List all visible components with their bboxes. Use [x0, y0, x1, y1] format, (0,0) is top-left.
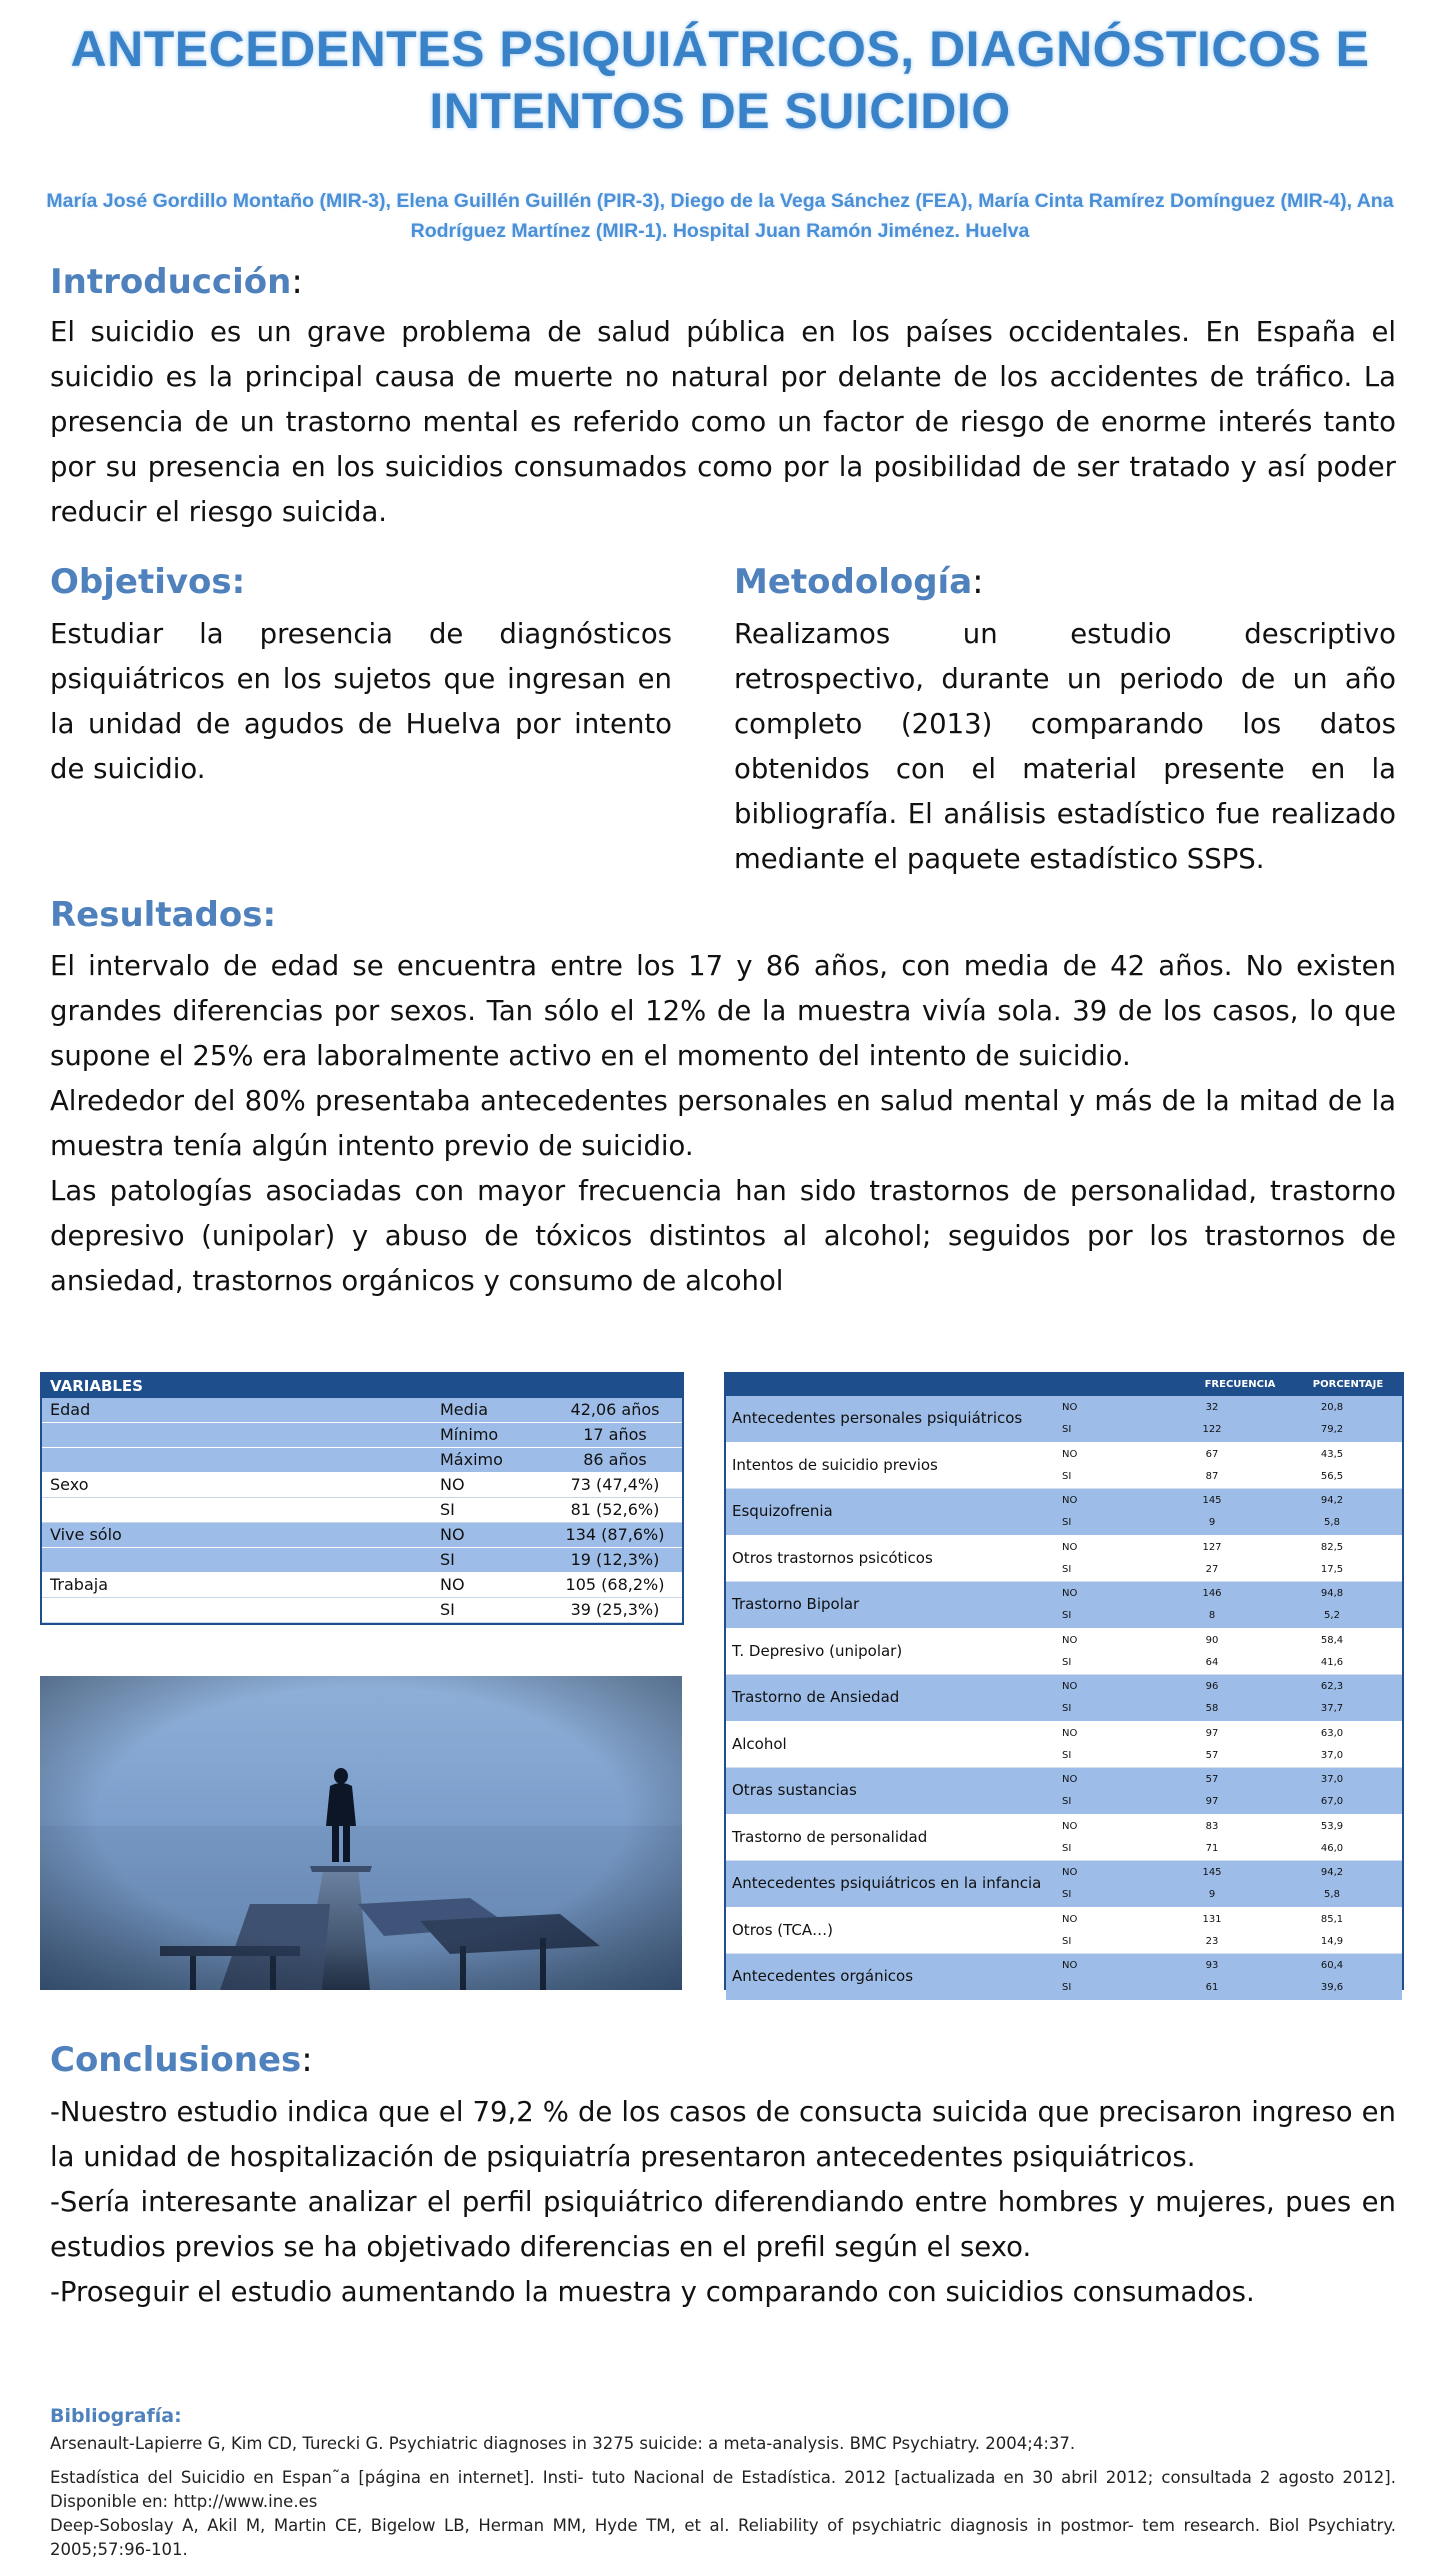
pier-figure-illustration — [40, 1676, 682, 1990]
percentage-value: 43,5 — [1320, 1448, 1344, 1460]
frequency-subrow — [1062, 1559, 1402, 1581]
variables-cell: SI — [440, 1550, 455, 1569]
variables-row — [42, 1548, 682, 1573]
frequency-row-label: Otras sustancias — [732, 1781, 857, 1799]
frequency-subrow — [1062, 1884, 1402, 1906]
frequency-subrow — [1062, 1490, 1402, 1512]
variables-cell: Sexo — [50, 1475, 89, 1494]
percentage-value: 58,4 — [1320, 1634, 1344, 1646]
porcentaje-column-header: PORCENTAJE — [1312, 1379, 1384, 1390]
variables-cell: NO — [440, 1475, 465, 1494]
frequency-subrow-key: SI — [1062, 1749, 1072, 1761]
percentage-value: 41,6 — [1320, 1656, 1344, 1668]
percentage-value: 94,2 — [1320, 1867, 1344, 1878]
percentage-value: 56,5 — [1320, 1470, 1344, 1482]
frequency-subrow-key: SI — [1062, 1470, 1072, 1482]
percentage-value: 17,5 — [1320, 1563, 1344, 1575]
variables-row — [42, 1398, 682, 1423]
variables-row — [42, 1573, 682, 1598]
frequency-row — [726, 1861, 1402, 1908]
metodologia-text: Realizamos un estudio descriptivo retrospectivo, durante un periodo de un año completo (2013) comparando los datos obtenidos con el material presente en la bibliografía. El análisis estadístico fue realizado mediante el paquete estadístico SSPS. — [734, 618, 1396, 875]
variables-row — [42, 1423, 682, 1448]
frequency-value: 83 — [1205, 1820, 1219, 1832]
frequency-row — [726, 1396, 1402, 1443]
resultados-body — [50, 944, 1396, 1304]
variables-table-body — [42, 1398, 682, 1623]
frequency-value: 8 — [1208, 1610, 1216, 1621]
variables-cell: 73 (47,4%) — [570, 1475, 660, 1494]
variables-cell: 81 (52,6%) — [570, 1500, 660, 1519]
conclusiones-paragraph-3: -Proseguir el estudio aumentando la muestra y comparando con suicidios consumados. — [50, 2276, 1255, 2308]
variables-table-header: VARIABLES — [42, 1374, 682, 1398]
frequency-subrow — [1062, 1605, 1402, 1627]
variables-cell — [42, 1598, 440, 1622]
frequency-value: 127 — [1202, 1541, 1222, 1553]
objetivos-text: Estudiar la presencia de diagnósticos psiquiátricos en los sujetos que ingresan en la unidad de agudos de Huelva por intento de suicidio. — [50, 618, 672, 785]
variables-row — [42, 1523, 682, 1548]
frequency-row-label: Esquizofrenia — [732, 1502, 833, 1520]
frequency-subrow-key: SI — [1062, 1796, 1072, 1807]
percentage-value: 5,2 — [1324, 1610, 1340, 1621]
frequency-value: 27 — [1205, 1563, 1219, 1575]
frequency-value: 9 — [1208, 1889, 1216, 1900]
frequency-subrow-key: SI — [1062, 1610, 1072, 1621]
variables-group — [42, 1398, 682, 1473]
variables-group — [42, 1523, 682, 1573]
frequency-subrow — [1062, 1816, 1402, 1838]
frequency-row-label: Intentos de suicidio previos — [732, 1455, 938, 1474]
frequency-subrow-key: NO — [1062, 1681, 1078, 1692]
variables-cell: SI — [440, 1500, 455, 1519]
frequency-subrow — [1062, 1838, 1402, 1860]
frequency-row — [726, 1629, 1402, 1676]
frequency-value: 93 — [1205, 1960, 1219, 1971]
frequency-subrow-key: NO — [1062, 1634, 1078, 1646]
percentage-value: 14,9 — [1320, 1935, 1344, 1947]
frequency-value: 23 — [1205, 1935, 1219, 1947]
frequency-subrow-key: NO — [1062, 1774, 1078, 1785]
variables-cell — [42, 1448, 440, 1472]
percentage-value: 46,0 — [1320, 1842, 1344, 1854]
frequency-row — [726, 1768, 1402, 1815]
frequency-row — [726, 1722, 1402, 1769]
variables-cell: 39 (25,3%) — [570, 1600, 660, 1619]
frequency-subrow-key: SI — [1062, 1982, 1072, 1993]
poster-title: ANTECEDENTES PSIQUIÁTRICOS, DIAGNÓSTICOS E INTENTOS DE SUICIDIO — [70, 21, 1370, 139]
introduccion-heading: Introducción: — [50, 262, 303, 302]
variables-table — [40, 1372, 684, 1625]
percentage-value: 37,7 — [1320, 1703, 1344, 1714]
percentage-value: 67,0 — [1320, 1796, 1344, 1807]
frequency-row — [726, 1815, 1402, 1862]
percentage-value: 5,8 — [1324, 1517, 1340, 1528]
frequency-row — [726, 1536, 1402, 1583]
frequency-row — [726, 1489, 1402, 1536]
frequency-subrow-key: NO — [1062, 1541, 1078, 1553]
frequency-row-label: Antecedentes orgánicos — [732, 1967, 914, 1985]
variables-cell: SI — [440, 1600, 455, 1619]
frequency-row-label: Trastorno de personalidad — [732, 1827, 928, 1846]
frequency-value: 122 — [1202, 1424, 1222, 1435]
frequency-subrow — [1062, 1769, 1402, 1791]
introduccion-heading-text: Introducción — [50, 262, 292, 302]
frequency-value: 145 — [1202, 1867, 1222, 1878]
variables-cell: 42,06 años — [570, 1400, 660, 1419]
variables-cell — [42, 1548, 440, 1572]
frequency-subrow — [1062, 1676, 1402, 1698]
reference-3: Deep-Soboslay A, Akil M, Martin CE, Bigelow LB, Herman MM, Hyde TM, et al. Reliability of psychiatric diagnosis in postmor- tem research. Biol Psychiatry. 2005;57:96-101. — [50, 2516, 1396, 2559]
variables-cell: Edad — [50, 1400, 91, 1419]
frequency-subrow-key: NO — [1062, 1867, 1078, 1878]
conclusiones-heading: Conclusiones: — [50, 2040, 313, 2080]
variables-cell: Trabaja — [50, 1575, 109, 1594]
frequency-subrow — [1062, 1583, 1402, 1605]
variables-row — [42, 1473, 682, 1498]
percentage-value: 82,5 — [1320, 1541, 1344, 1553]
percentage-value: 94,8 — [1320, 1588, 1344, 1599]
frequency-subrow-key: NO — [1062, 1588, 1078, 1599]
percentage-value: 62,3 — [1320, 1681, 1344, 1692]
frequency-subrow-key: SI — [1062, 1703, 1072, 1714]
frequency-subrow — [1062, 1630, 1402, 1652]
percentage-value: 60,4 — [1320, 1960, 1344, 1971]
frequency-value: 90 — [1205, 1634, 1219, 1646]
frequency-subrow-key: SI — [1062, 1517, 1072, 1528]
introduccion-text: El suicidio es un grave problema de salud pública en los países occidentales. En España el suicidio es la principal causa de muerte no natural por delante de los accidentes de tráfico. La presencia de un trastorno mental es referido como un factor de riesgo de enorme interés tanto por su presencia en los suicidios consumados como por la posibilidad de ser tratado y así poder reducir el riesgo suicida. — [50, 316, 1396, 528]
frequency-row — [726, 1954, 1402, 2001]
variables-cell: 19 (12,3%) — [570, 1550, 660, 1569]
frequency-subrow — [1062, 1698, 1402, 1720]
frequency-table — [724, 1372, 1404, 1993]
frequency-subrow-key: SI — [1062, 1842, 1072, 1854]
frequency-value: 87 — [1205, 1470, 1219, 1482]
frequency-table-body — [726, 1396, 1402, 2001]
frequency-subrow — [1062, 1419, 1402, 1441]
frequency-subrow — [1062, 1977, 1402, 1999]
variables-cell: 86 años — [583, 1450, 647, 1469]
frequency-subrow — [1062, 1909, 1402, 1931]
variables-cell: NO — [440, 1575, 465, 1594]
authors-line: María José Gordillo Montaño (MIR-3), Elena Guillén Guillén (PIR-3), Diego de la Vega Sánchez (FEA), María Cinta Ramírez Domínguez (MIR-4), Ana Rodríguez Martínez (MIR-1). Hospital Juan Ramón Jiménez. Huelva — [46, 190, 1394, 242]
frequency-row — [726, 1582, 1402, 1629]
frequency-subrow-key: NO — [1062, 1402, 1078, 1413]
frequency-row-label: Alcohol — [732, 1734, 787, 1753]
variables-cell — [42, 1423, 440, 1447]
frequency-value: 71 — [1205, 1842, 1219, 1854]
frequency-row-label: T. Depresivo (unipolar) — [732, 1641, 903, 1660]
frequency-row-label: Trastorno Bipolar — [732, 1595, 860, 1613]
reference-1: Arsenault-Lapierre G, Kim CD, Turecki G. Psychiatric diagnoses in 3275 suicide: a meta-analysis. BMC Psychiatry. 2004;4:37. — [50, 2434, 1076, 2453]
frequency-row-label: Antecedentes personales psiquiátricos — [732, 1409, 1023, 1427]
percentage-value: 20,8 — [1320, 1402, 1344, 1413]
variables-row — [42, 1448, 682, 1473]
frequency-subrow — [1062, 1955, 1402, 1977]
metodologia-heading: Metodología: — [734, 562, 984, 602]
frequency-value: 32 — [1205, 1402, 1219, 1413]
reference-2: Estadística del Suicidio en Espan˜a [página en internet]. Insti- tuto Nacional de Estadística. 2012 [actualizada en 30 abril 2012; consultada 2 agosto 2012]. Disponible en: http://www.ine.es — [50, 2468, 1396, 2511]
frequency-value: 97 — [1205, 1796, 1219, 1807]
frequency-subrow — [1062, 1791, 1402, 1813]
frequency-value: 145 — [1202, 1495, 1222, 1506]
variables-cell: 17 años — [583, 1425, 647, 1444]
frequency-subrow — [1062, 1652, 1402, 1674]
frequency-subrow — [1062, 1397, 1402, 1419]
frequency-subrow-key: NO — [1062, 1960, 1078, 1971]
resultados-paragraph-1: El intervalo de edad se encuentra entre los 17 y 86 años, con media de 42 años. No existen grandes diferencias por sexos. Tan sólo el 12% de la muestra vivía sola. 39 de los casos, lo que supone el 25% era laboralmente activo en el momento del intento de suicidio. — [50, 950, 1396, 1072]
frequency-subrow — [1062, 1466, 1402, 1488]
frequency-subrow — [1062, 1723, 1402, 1745]
frequency-value: 131 — [1202, 1913, 1222, 1925]
variables-cell: Media — [440, 1400, 489, 1419]
frequency-value: 57 — [1205, 1774, 1219, 1785]
percentage-value: 94,2 — [1320, 1495, 1344, 1506]
frequency-value: 57 — [1205, 1749, 1219, 1761]
conclusiones-paragraph-1: -Nuestro estudio indica que el 79,2 % de los casos de consucta suicida que precisaron ingreso en la unidad de hospitalización de psiquiatría presentaron antecedentes psiquiátricos. — [50, 2096, 1396, 2173]
pier-figure-photo — [40, 1676, 682, 1990]
frequency-subrow-key: NO — [1062, 1727, 1078, 1739]
variables-row — [42, 1598, 682, 1623]
frequency-subrow — [1062, 1931, 1402, 1953]
frequency-value: 61 — [1205, 1982, 1219, 1993]
variables-cell — [42, 1498, 440, 1522]
frequency-value: 64 — [1205, 1656, 1219, 1668]
frequency-subrow-key: SI — [1062, 1424, 1072, 1435]
frecuencia-column-header: FRECUENCIA — [1204, 1379, 1276, 1390]
frequency-subrow-key: SI — [1062, 1889, 1072, 1900]
percentage-value: 63,0 — [1320, 1727, 1344, 1739]
frequency-subrow — [1062, 1444, 1402, 1466]
frequency-row-label: Antecedentes psiquiátricos en la infancia — [732, 1874, 1042, 1892]
bibliografia-heading: Bibliografía: — [50, 2405, 182, 2427]
percentage-value: 37,0 — [1320, 1749, 1344, 1761]
frequency-row-label: Otros trastornos psicóticos — [732, 1548, 933, 1567]
variables-group — [42, 1473, 682, 1523]
frequency-value: 146 — [1202, 1588, 1222, 1599]
percentage-value: 79,2 — [1320, 1424, 1344, 1435]
frequency-subrow — [1062, 1512, 1402, 1534]
variables-cell: Mínimo — [440, 1425, 499, 1444]
frequency-subrow — [1062, 1537, 1402, 1559]
frequency-subrow — [1062, 1862, 1402, 1884]
resultados-paragraph-2: Alrededor del 80% presentaba antecedentes personales en salud mental y más de la mitad de la muestra tenía algún intento previo de suicidio. — [50, 1085, 1396, 1162]
conclusiones-paragraph-2: -Sería interesante analizar el perfil psiquiátrico diferendiando entre hombres y mujeres, pues en estudios previos se ha objetivado diferencias en el prefil según el sexo. — [50, 2186, 1396, 2263]
frequency-subrow-key: SI — [1062, 1563, 1072, 1575]
frequency-subrow-key: NO — [1062, 1820, 1078, 1832]
objetivos-heading: Objetivos: — [50, 562, 246, 602]
frequency-subrow-key: SI — [1062, 1656, 1072, 1668]
metodologia-heading-text: Metodología — [734, 562, 973, 602]
frequency-row — [726, 1675, 1402, 1722]
resultados-paragraph-3: Las patologías asociadas con mayor frecuencia han sido trastornos de personalidad, trastorno depresivo (unipolar) y abuso de tóxicos distintos al alcohol; seguidos por los trastornos de ansiedad, trastornos orgánicos y consumo de alcohol — [50, 1175, 1396, 1297]
frequency-row — [726, 1443, 1402, 1490]
percentage-value: 53,9 — [1320, 1820, 1344, 1832]
percentage-value: 39,6 — [1320, 1982, 1344, 1993]
resultados-heading: Resultados: — [50, 895, 277, 935]
frequency-subrow-key: NO — [1062, 1913, 1078, 1925]
variables-cell: NO — [440, 1525, 465, 1544]
frequency-row-label: Otros (TCA…) — [732, 1920, 834, 1939]
percentage-value: 5,8 — [1324, 1889, 1340, 1900]
percentage-value: 37,0 — [1320, 1774, 1344, 1785]
frequency-value: 9 — [1208, 1517, 1216, 1528]
variables-group — [42, 1573, 682, 1623]
percentage-value: 85,1 — [1320, 1913, 1344, 1925]
frequency-subrow-key: NO — [1062, 1495, 1078, 1506]
variables-cell: Vive sólo — [50, 1525, 122, 1544]
frequency-subrow-key: SI — [1062, 1935, 1072, 1947]
conclusiones-body — [50, 2090, 1396, 2315]
frequency-subrow — [1062, 1745, 1402, 1767]
frequency-value: 67 — [1205, 1448, 1219, 1460]
conclusiones-heading-text: Conclusiones — [50, 2040, 302, 2080]
frequency-row-label: Trastorno de Ansiedad — [732, 1688, 900, 1706]
frequency-table-header — [726, 1374, 1402, 1396]
variables-cell: Máximo — [440, 1450, 503, 1469]
variables-cell: 105 (68,2%) — [565, 1575, 665, 1594]
frequency-row — [726, 1908, 1402, 1955]
frequency-value: 96 — [1205, 1681, 1219, 1692]
variables-cell: 134 (87,6%) — [565, 1525, 665, 1544]
frequency-value: 97 — [1205, 1727, 1219, 1739]
variables-row — [42, 1498, 682, 1523]
frequency-subrow-key: NO — [1062, 1448, 1078, 1460]
frequency-value: 58 — [1205, 1703, 1219, 1714]
